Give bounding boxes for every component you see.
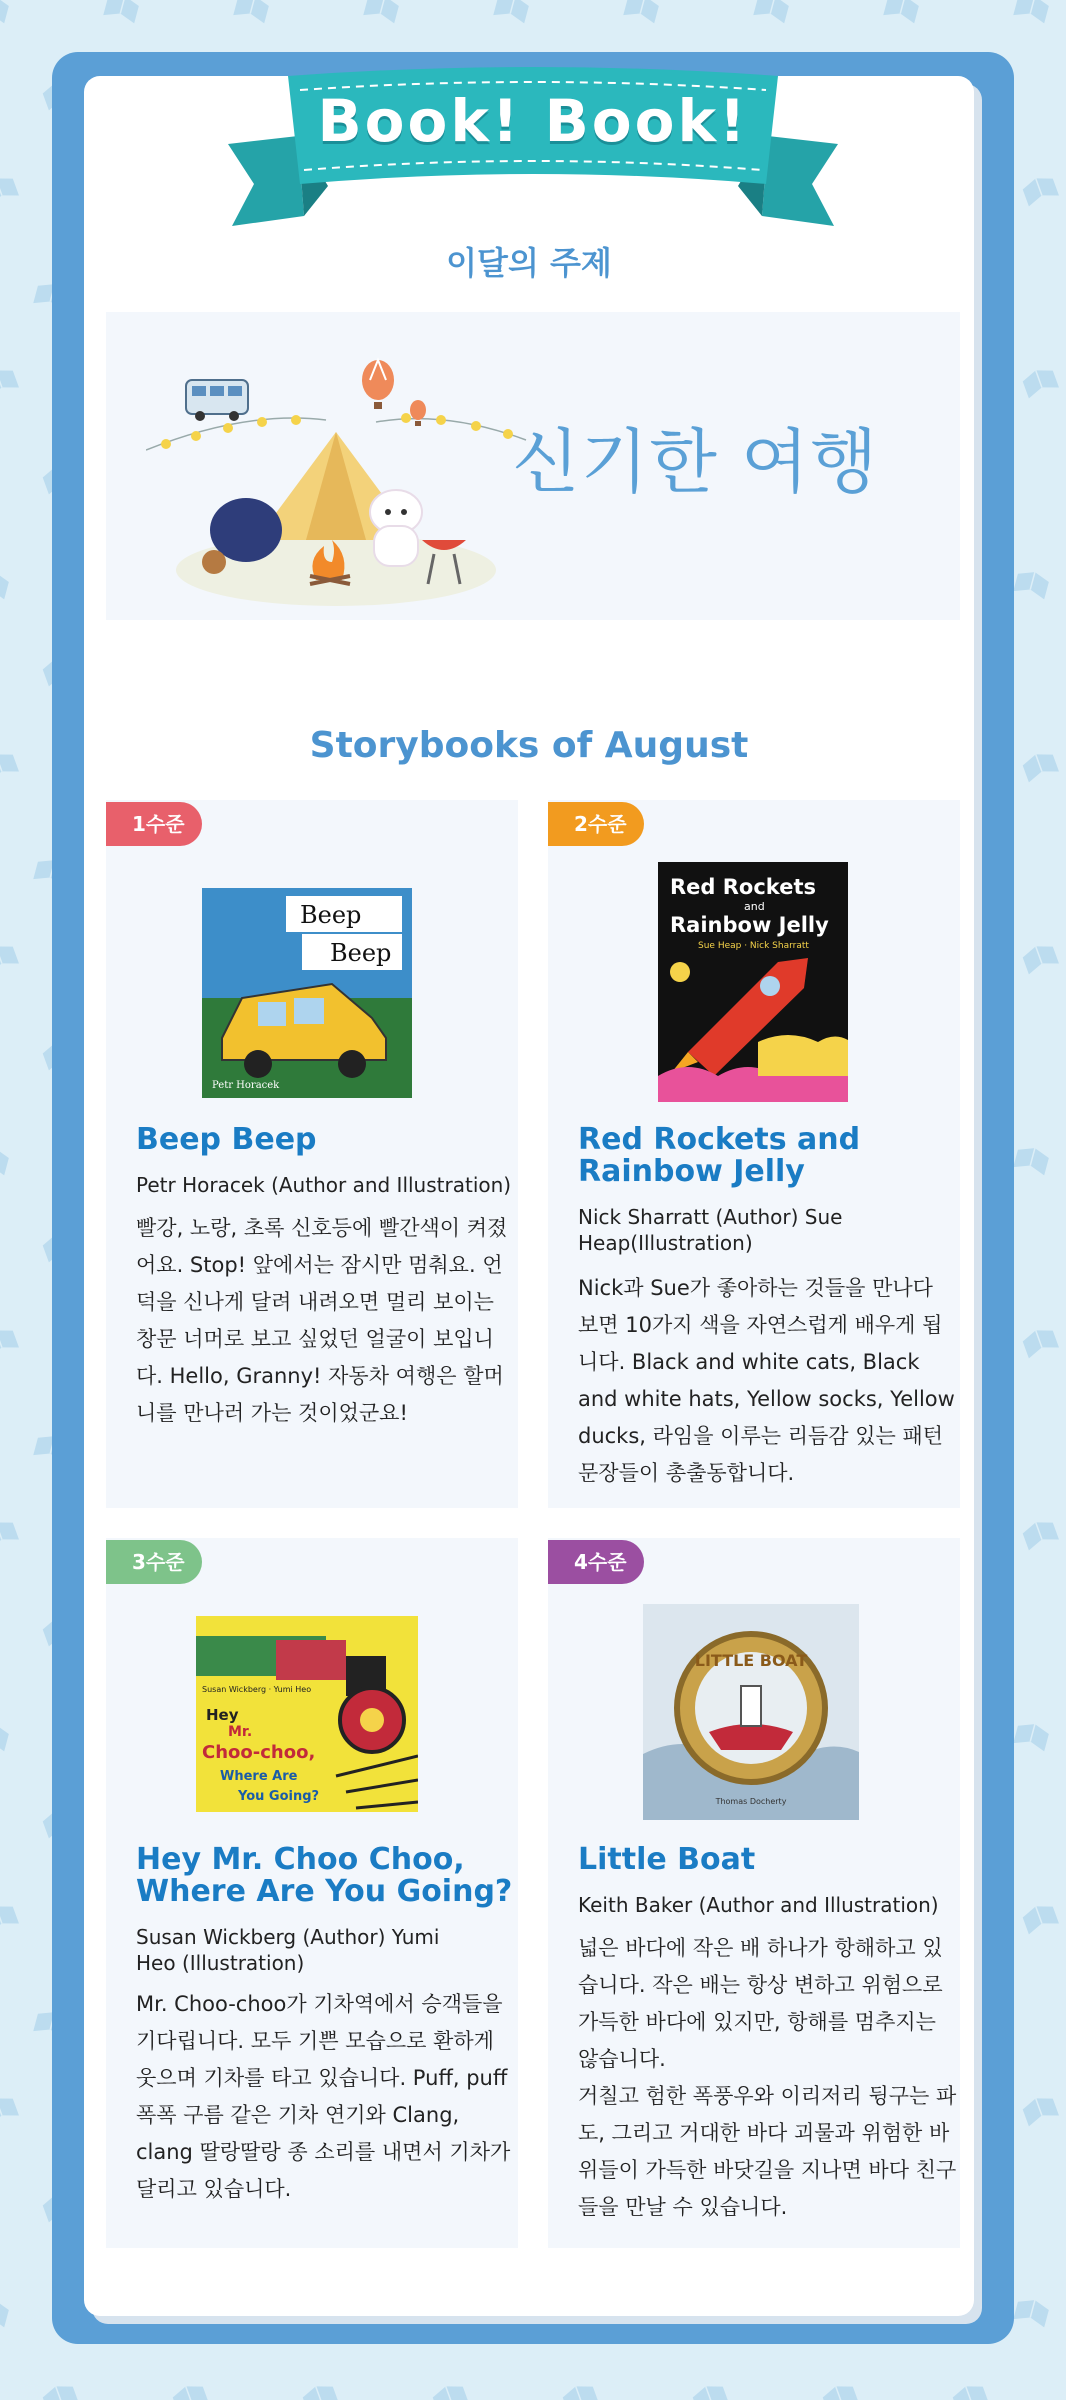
cover-credit: Petr Horacek xyxy=(212,1080,280,1091)
book-description: 빨강, 노랑, 초록 신호등에 빨간색이 켜졌어요. Stop! 앞에서는 잠시만 멈춰요. 언덕을 신나게 달려 내려오면 멀리 보이는 창문 너머로 보고 싶었던 얼굴이 보입니다. Hello, Granny! 자동차 여행은 할머니를 만나러 가는 것이었군요! xyxy=(136,1216,508,1425)
pattern-book-icon xyxy=(0,1144,10,1175)
cover-credit: Susan Wickberg · Yumi Heo xyxy=(202,1685,312,1694)
pattern-book-icon xyxy=(431,2381,469,2400)
book-author: Keith Baker (Author and Illustration) xyxy=(578,1893,939,1917)
cover-line-3: Choo-choo, xyxy=(202,1742,316,1763)
book-author: Nick Sharratt (Author) Sue Heap(Illustration) xyxy=(578,1205,843,1255)
pattern-book-icon xyxy=(0,173,19,206)
book-title: Little Boat xyxy=(578,1842,756,1877)
pattern-book-icon xyxy=(0,1517,19,1550)
pattern-book-icon xyxy=(1013,1144,1050,1175)
pattern-book-icon xyxy=(623,0,660,23)
pattern-book-icon xyxy=(883,0,920,23)
book-card-level-2 xyxy=(548,800,960,1508)
book-author: Susan Wickberg (Author) Yumi Heo (Illustration) xyxy=(136,1925,440,1975)
book-description: Mr. Choo-choo가 기차역에서 승객들을 기다립니다. 모두 기쁜 모습으로 환하게 웃으며 기차를 타고 있습니다. Puff, puff 폭폭 구름 같은 기차 연기와 Clang, clang 딸랑딸랑 종 소리를 내면서 기차가 달리고 있습니다. xyxy=(136,1992,511,2201)
cover-title: LITTLE BOAT xyxy=(694,1651,808,1670)
pattern-book-icon xyxy=(0,0,10,23)
book-description: Nick과 Sue가 좋아하는 것들을 만나다 보면 10가지 색을 자연스럽게 배우게 됩니다. Black and white cats, Black and white hats, Yellow socks, Yellow ducks, 라임을 이루는 리듬감 있는 패턴 문장들이 총출동합니다. xyxy=(578,1276,955,1485)
month-theme-label: 이달의 주제 xyxy=(446,244,612,282)
cover-line-3: Rainbow Jelly xyxy=(670,913,829,937)
pattern-book-icon xyxy=(691,2381,729,2400)
level-badge: 1수준 xyxy=(106,802,202,846)
cover-line-4: Where Are xyxy=(220,1769,298,1784)
pattern-book-icon xyxy=(1021,749,1059,782)
ribbon-title: Book! Book! xyxy=(317,87,749,155)
theme-banner xyxy=(106,312,960,620)
book-cover-choo-choo xyxy=(196,1616,418,1812)
pattern-book-icon xyxy=(0,941,19,974)
pattern-book-icon xyxy=(0,2296,10,2327)
book-description: 넓은 바다에 작은 배 하나가 항해하고 있습니다. 작은 배는 항상 변하고 위험으로 가득한 바다에 있지만, 항해를 멈추지는 않습니다. 거칠고 험한 폭풍우와 이리저리 뒹구는 파도, 그리고 거대한 바다 괴물과 위험한 바위들이 가득한 바닷길을 지나면 바다 친구들을 만날 수 있습니다. xyxy=(578,1936,957,2219)
pattern-book-icon xyxy=(1013,0,1050,23)
cover-line-2: and xyxy=(744,900,765,913)
pattern-book-icon xyxy=(1021,941,1059,974)
level-badge: 2수준 xyxy=(548,802,644,846)
book-title: Red Rockets and Rainbow Jelly xyxy=(578,1122,861,1189)
pattern-book-icon xyxy=(41,2381,79,2400)
pattern-book-icon xyxy=(821,2381,859,2400)
cover-line-2: Beep xyxy=(330,939,392,967)
cover-line-5: You Going? xyxy=(238,1789,320,1804)
pattern-book-icon xyxy=(493,0,530,23)
pattern-book-icon xyxy=(0,365,19,398)
pattern-book-icon xyxy=(0,1720,10,1751)
theme-title: 신기한 여행 xyxy=(512,421,879,503)
pattern-book-icon xyxy=(951,2381,989,2400)
pattern-book-icon xyxy=(1021,1517,1059,1550)
cover-credit: Thomas Docherty xyxy=(715,1797,787,1806)
cover-line-1: Hey xyxy=(206,1706,239,1724)
book-card-level-3 xyxy=(106,1538,518,2248)
pattern-book-icon xyxy=(171,2381,209,2400)
cover-line-1: Red Rockets xyxy=(670,875,816,899)
pattern-book-icon xyxy=(1021,1901,1059,1934)
pattern-book-icon xyxy=(233,0,270,23)
pattern-book-icon xyxy=(1013,568,1050,599)
pattern-book-icon xyxy=(1013,1720,1050,1751)
cover-line-2: Mr. xyxy=(228,1724,253,1740)
section-title: Storybooks of August xyxy=(309,725,749,766)
pattern-book-icon xyxy=(1021,1325,1059,1358)
pattern-book-icon xyxy=(0,2093,19,2126)
book-card-level-4 xyxy=(548,1538,960,2248)
cover-line-1: Beep xyxy=(300,901,362,929)
cover-credit: Sue Heap · Nick Sharratt xyxy=(698,941,809,951)
pattern-book-icon xyxy=(1021,2093,1059,2126)
pattern-book-icon xyxy=(0,1901,19,1934)
pattern-book-icon xyxy=(0,1325,19,1358)
pattern-book-icon xyxy=(363,0,400,23)
pattern-book-icon xyxy=(1021,365,1059,398)
pattern-book-icon xyxy=(0,749,19,782)
book-cover-beep-beep xyxy=(202,888,412,1098)
level-badge: 4수준 xyxy=(548,1540,644,1584)
book-card-level-1 xyxy=(106,800,518,1508)
pattern-book-icon xyxy=(103,0,140,23)
book-cover-red-rockets xyxy=(658,862,848,1102)
pattern-book-icon xyxy=(0,568,10,599)
pattern-book-icon xyxy=(301,2381,339,2400)
pattern-book-icon xyxy=(1013,2296,1050,2327)
level-badge: 3수준 xyxy=(106,1540,202,1584)
book-cover-little-boat xyxy=(643,1604,859,1820)
book-author: Petr Horacek (Author and Illustration) xyxy=(136,1173,512,1197)
pattern-book-icon xyxy=(753,0,790,23)
book-title: Hey Mr. Choo Choo, Where Are You Going? xyxy=(136,1842,513,1909)
book-title: Beep Beep xyxy=(136,1122,317,1157)
camping-illustration xyxy=(146,340,546,610)
pattern-book-icon xyxy=(1021,173,1059,206)
pattern-book-icon xyxy=(561,2381,599,2400)
